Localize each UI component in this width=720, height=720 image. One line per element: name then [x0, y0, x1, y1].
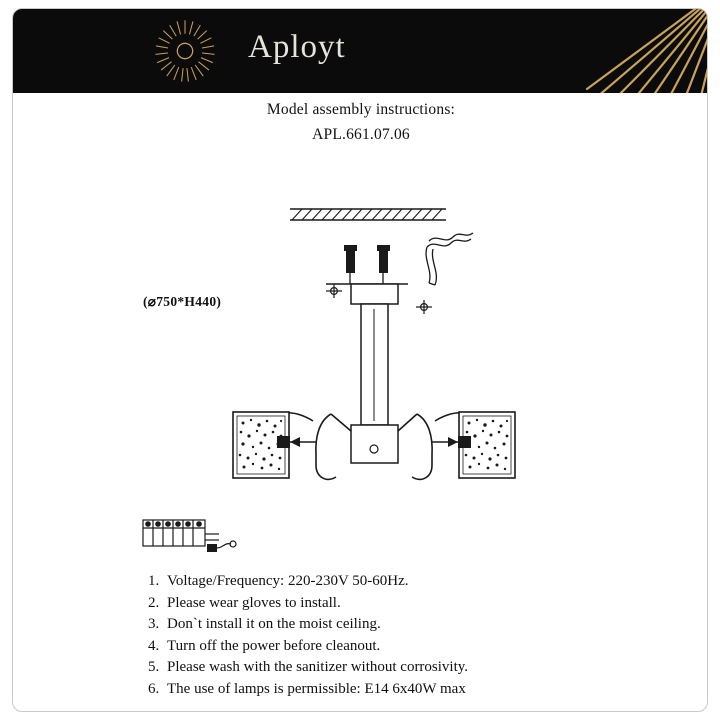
- list-item-text: Please wash with the sanitizer without corrosivity.: [167, 659, 469, 675]
- list-item: [141, 614, 686, 636]
- list-item: [141, 593, 686, 615]
- dimension-label: (⌀750*H440): [143, 294, 222, 309]
- list-item-text: Don`t install it on the moist ceiling.: [167, 616, 381, 632]
- hatched-ceiling-icon: [290, 209, 446, 220]
- page-title: Model assembly instructions:: [266, 101, 456, 118]
- chandelier-icon: [233, 284, 515, 479]
- list-item: [141, 571, 686, 593]
- list-item: [141, 657, 686, 679]
- list-item-number: 1.: [148, 573, 160, 589]
- fan-rays-icon: [479, 9, 708, 93]
- list-item: [141, 636, 686, 658]
- list-item-number: 5.: [148, 659, 160, 675]
- instructions-list: [141, 571, 686, 700]
- sunburst-icon: [153, 19, 217, 83]
- brand-name: Aployt: [248, 29, 346, 65]
- title-block: [13, 101, 708, 144]
- terminal-block-icon: [141, 514, 251, 562]
- list-item-text: Please wear gloves to install.: [167, 594, 341, 611]
- list-item-number: 4.: [148, 637, 160, 654]
- list-item-text: Turn off the power before cleanout.: [167, 637, 381, 654]
- list-item-number: 3.: [148, 616, 160, 632]
- assembly-diagram: [13, 159, 708, 579]
- list-item: [141, 679, 686, 701]
- list-item-text: The use of lamps is permissible: E14 6x40W max: [167, 680, 466, 697]
- wiring-icon: [426, 233, 473, 285]
- instruction-sheet: [12, 8, 708, 712]
- model-code: APL.661.07.06: [312, 126, 410, 143]
- header-banner: [13, 9, 708, 93]
- list-item-number: 6.: [148, 680, 160, 697]
- list-item-number: 2.: [148, 594, 160, 611]
- list-item-text: Voltage/Frequency: 220-230V 50-60Hz.: [167, 573, 409, 589]
